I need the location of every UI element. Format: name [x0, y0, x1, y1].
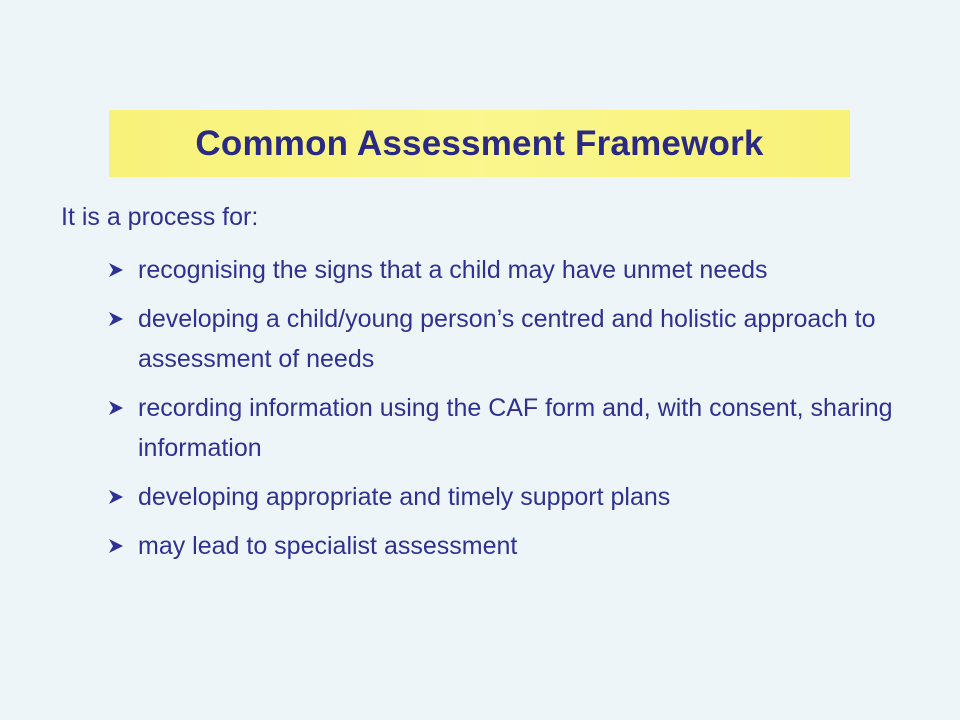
- bullet-text: recognising the signs that a child may have unmet needs: [138, 256, 768, 284]
- bullet-text: may lead to specialist assessment: [138, 532, 518, 560]
- bullet-text: developing a child/young person’s centred and holistic approach to assessment of needs: [138, 305, 876, 373]
- intro-text: It is a process for:: [61, 203, 259, 231]
- bullet-item: [107, 526, 947, 566]
- bullet-item: [107, 250, 947, 290]
- bullet-item: [107, 477, 947, 517]
- arrowhead-bullet-icon: [107, 250, 129, 290]
- bullet-text: developing appropriate and timely support plans: [138, 483, 671, 511]
- arrowhead-bullet-icon: [107, 477, 129, 517]
- bullet-text: recording information using the CAF form and, with consent, sharing information: [138, 394, 893, 462]
- arrowhead-bullet-icon: [107, 299, 129, 339]
- slide-title: Common Assessment Framework: [195, 123, 764, 163]
- arrowhead-bullet-icon: [107, 388, 129, 428]
- bullet-item: [107, 299, 947, 379]
- bullet-item: [107, 388, 947, 468]
- arrowhead-bullet-icon: [107, 526, 129, 566]
- bullet-list: [107, 250, 947, 575]
- title-banner: [109, 110, 850, 177]
